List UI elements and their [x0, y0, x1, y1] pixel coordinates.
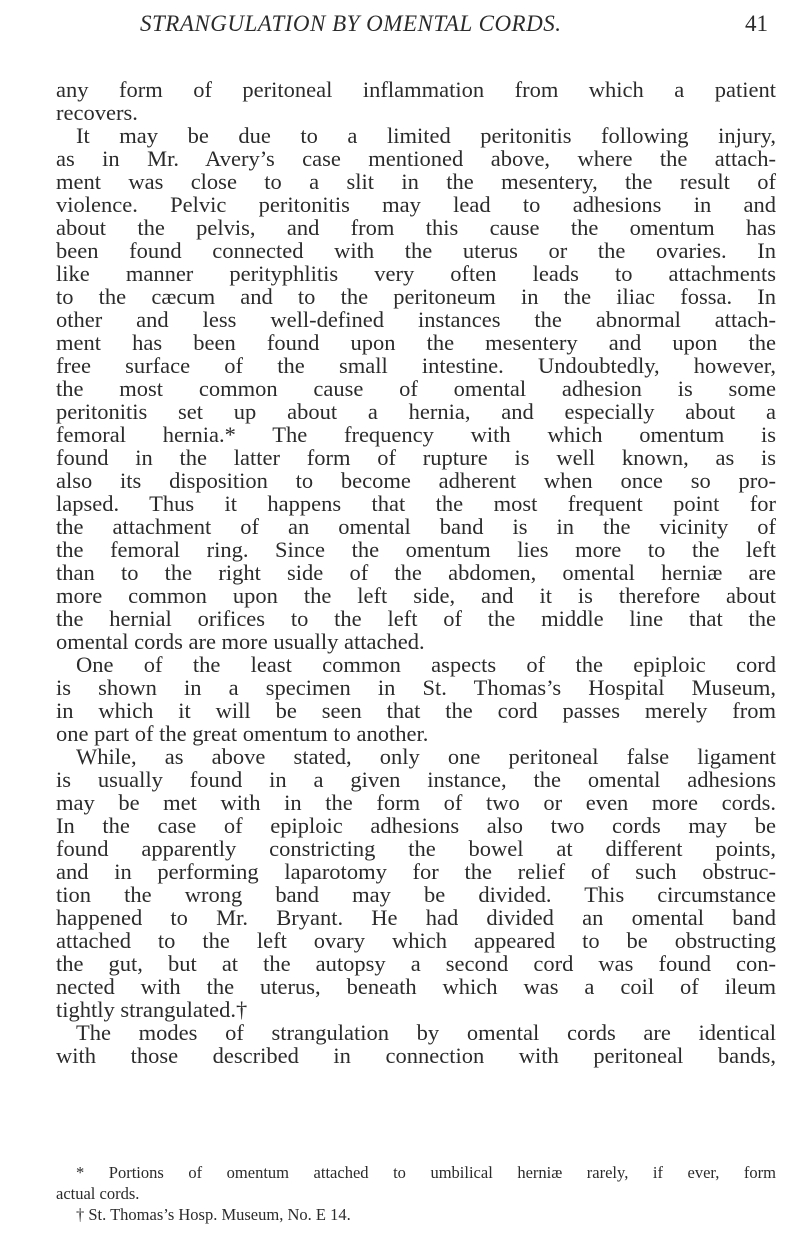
- text-line: happened to Mr. Bryant. He had divided an omental band: [56, 905, 776, 930]
- text-line: is shown in a specimen in St. Thomas’s Hospital Museum,: [56, 675, 776, 700]
- text-line: the most common cause of omental adhesion is some: [56, 376, 776, 401]
- text-line: One of the least common aspects of the epiploic cord: [76, 652, 776, 677]
- text-line: been found connected with the uterus or the ovaries. In: [56, 238, 776, 263]
- text-line: It may be due to a limited peritonitis following injury,: [76, 123, 776, 148]
- text-line: omental cords are more usually attached.: [56, 629, 425, 654]
- text-line: tion the wrong band may be divided. This circumstance: [56, 882, 776, 907]
- text-line: to the cæcum and to the peritoneum in the iliac fossa. In: [56, 284, 776, 309]
- text-line: While, as above stated, only one peritoneal false ligament: [76, 744, 776, 769]
- text-line: the attachment of an omental band is in the vicinity of: [56, 514, 776, 539]
- text-line: ment was close to a slit in the mesentery, the result of: [56, 169, 776, 194]
- text-line: like manner perityphlitis very often leads to attachments: [56, 261, 776, 286]
- text-line: also its disposition to become adherent when once so pro-: [56, 468, 776, 493]
- text-line: found in the latter form of rupture is well known, as is: [56, 445, 776, 470]
- text-line: may be met with in the form of two or even more cords.: [56, 790, 776, 815]
- text-line: free surface of the small intestine. Undoubtedly, however,: [56, 353, 776, 378]
- text-line: recovers.: [56, 100, 138, 125]
- text-line: as in Mr. Avery’s case mentioned above, where the attach-: [56, 146, 776, 171]
- text-line: tightly strangulated.†: [56, 997, 248, 1022]
- text-line: about the pelvis, and from this cause the omentum has: [56, 215, 776, 240]
- body-text: [56, 78, 776, 1067]
- text-line: more common upon the left side, and it is therefore about: [56, 583, 776, 608]
- page-number: 41: [745, 11, 768, 36]
- footnote-line: actual cords.: [56, 1184, 140, 1203]
- footnote-line: † St. Thomas’s Hosp. Museum, No. E 14.: [76, 1205, 351, 1224]
- text-line: violence. Pelvic peritonitis may lead to adhesions in and: [56, 192, 776, 217]
- text-line: lapsed. Thus it happens that the most frequent point for: [56, 491, 776, 516]
- text-line: attached to the left ovary which appeared to be obstructing: [56, 928, 776, 953]
- running-title: STRANGULATION BY OMENTAL CORDS.: [140, 11, 562, 36]
- text-line: In the case of epiploic adhesions also two cords may be: [56, 813, 776, 838]
- text-line: ment has been found upon the mesentery and upon the: [56, 330, 776, 355]
- text-line: with those described in connection with peritoneal bands,: [56, 1043, 776, 1068]
- text-line: femoral hernia.* The frequency with which omentum is: [56, 422, 776, 447]
- text-line: any form of peritoneal inflammation from which a patient: [56, 77, 776, 102]
- text-line: found apparently constricting the bowel at different points,: [56, 836, 776, 861]
- text-line: other and less well-defined instances the abnormal attach-: [56, 307, 776, 332]
- footnote-line: * Portions of omentum attached to umbilical herniæ rarely, if ever, form: [76, 1163, 776, 1182]
- text-line: one part of the great omentum to another.: [56, 721, 429, 746]
- text-line: in which it will be seen that the cord passes merely from: [56, 698, 776, 723]
- text-line: than to the right side of the abdomen, omental herniæ are: [56, 560, 776, 585]
- running-head: [140, 8, 780, 40]
- text-line: nected with the uterus, beneath which was a coil of ileum: [56, 974, 776, 999]
- text-line: the hernial orifices to the left of the middle line that the: [56, 606, 776, 631]
- text-line: peritonitis set up about a hernia, and especially about a: [56, 399, 776, 424]
- text-line: the gut, but at the autopsy a second cord was found con-: [56, 951, 776, 976]
- text-line: the femoral ring. Since the omentum lies more to the left: [56, 537, 776, 562]
- text-line: The modes of strangulation by omental cords are identical: [76, 1020, 776, 1045]
- text-line: and in performing laparotomy for the relief of such obstruc-: [56, 859, 776, 884]
- text-line: is usually found in a given instance, the omental adhesions: [56, 767, 776, 792]
- footnotes: [56, 1162, 776, 1225]
